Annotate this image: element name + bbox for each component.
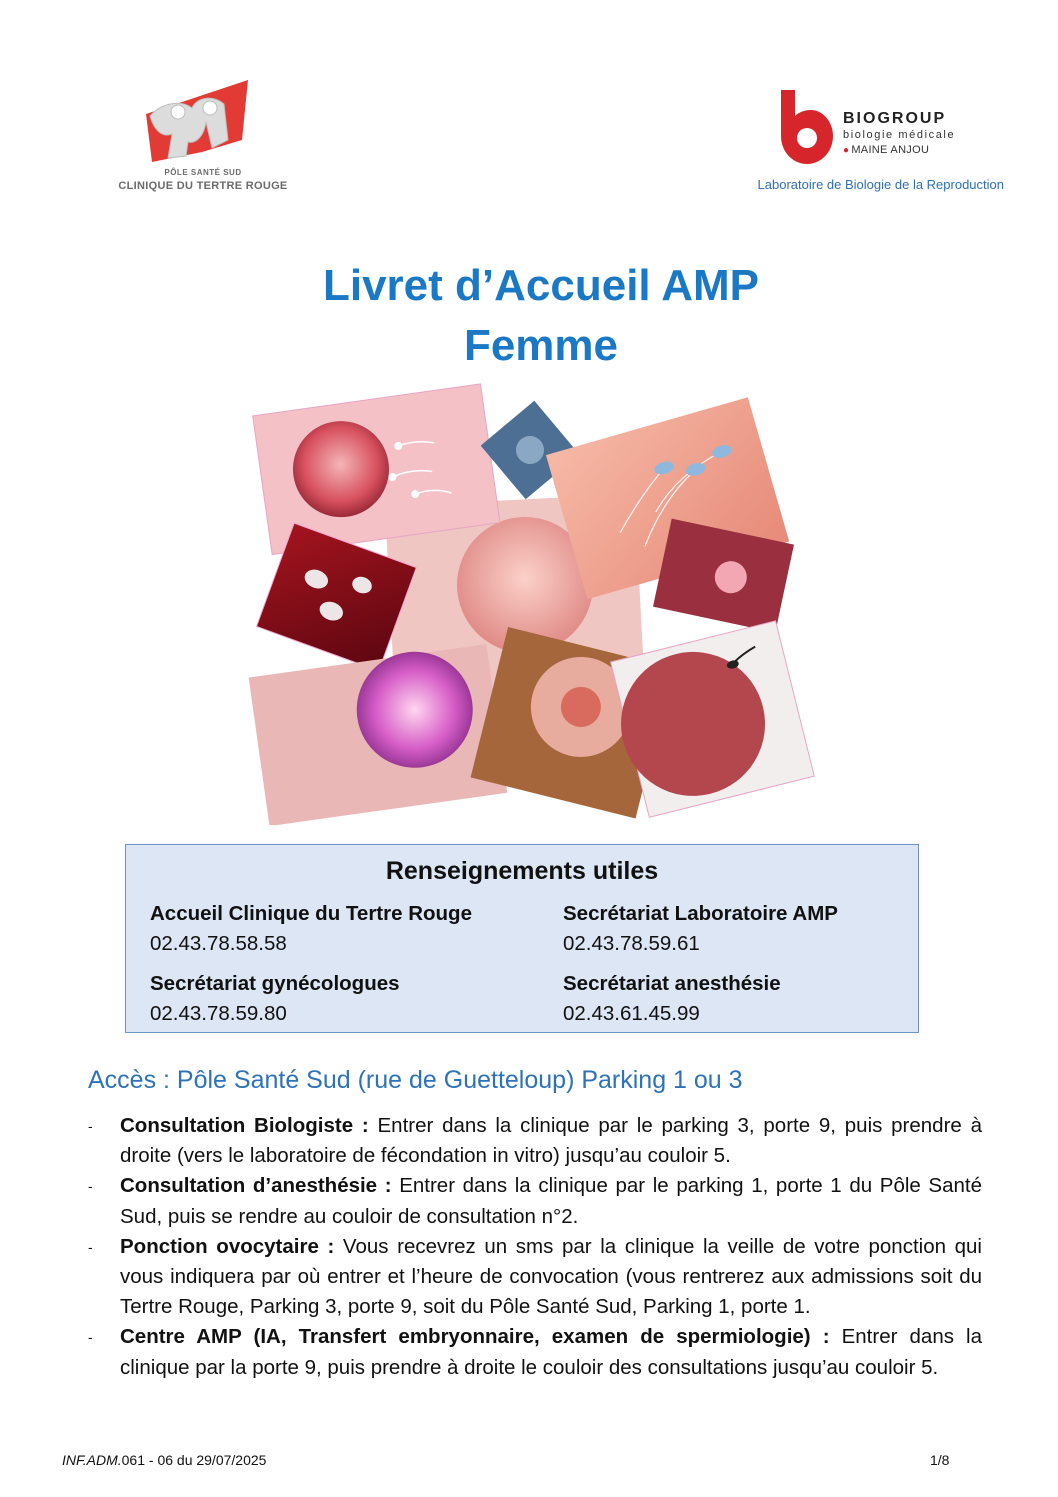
clinique-logo — [118, 78, 288, 196]
reproduction-image-collage — [240, 370, 820, 825]
biogroup-logo — [775, 86, 975, 168]
contact-label: Secrétariat anesthésie — [563, 972, 781, 995]
document-reference — [62, 1452, 266, 1468]
item-text: Entrer dans la clinique par le parking 1, porte 1 du Pôle Santé Sud, puis se rendre au couloir de consultation n°2. — [120, 1174, 983, 1228]
page-subtitle: Femme — [463, 321, 619, 370]
page-number: 1/8 — [930, 1452, 950, 1468]
contact-accueil — [150, 899, 472, 959]
bullet: - — [88, 1178, 93, 1195]
biogroup-name: BIOGROUP — [843, 110, 947, 127]
contact-phone: 02.43.78.59.61 — [563, 932, 700, 955]
useful-info-box — [125, 844, 919, 1033]
biogroup-subtitle: biologie médicale — [843, 129, 956, 141]
location-pin-icon: ● — [843, 145, 850, 156]
contact-label: Secrétariat Laboratoire AMP — [563, 902, 838, 925]
contact-label: Secrétariat gynécologues — [150, 972, 400, 995]
logo-line-1: PÔLE SANTÉ SUD — [164, 168, 242, 177]
reference-rest: 061 - 06 du 29/07/2025 — [121, 1452, 267, 1468]
logo-line-2: CLINIQUE DU TERTRE ROUGE — [118, 180, 288, 192]
item-text: Entrer dans la clinique par le parking 3, porte 9, puis prendre à droite (vers le laboratoire de fécondation in vitro) jusqu’au couloir 5. — [120, 1114, 982, 1168]
list-item — [88, 1171, 982, 1231]
item-text: Entrer dans la clinique par la porte 9, puis prendre à droite le couloir des consultations jusqu’au couloir 5. — [120, 1325, 983, 1379]
lab-subtitle: Laboratoire de Biologie de la Reproduction — [757, 177, 1004, 192]
contact-phone: 02.43.78.58.58 — [150, 932, 287, 955]
bullet: - — [88, 1329, 93, 1346]
info-box-heading: Renseignements utiles — [385, 857, 659, 885]
list-item — [88, 1111, 982, 1171]
bullet: - — [88, 1238, 93, 1255]
access-list — [88, 1111, 982, 1383]
pole-sante-sud-logo-mark — [132, 78, 252, 164]
region-label: MAINE ANJOU — [851, 144, 930, 156]
list-item — [88, 1322, 982, 1382]
item-text: Vous recevrez un sms par la clinique la veille de votre ponction qui vous indiquera par où entrer et l’heure de convocation (vous rentrerez aux admissions soit du Tertre Rouge, Parking 3, porte 9, soit du Pôle Santé Sud, Parking 1, porte 1. — [120, 1234, 982, 1319]
reference-prefix: INF.ADM. — [62, 1452, 122, 1468]
item-title: Centre AMP (IA, Transfert embryonnaire, examen de spermiologie) : — [120, 1325, 830, 1349]
contact-secretariat-gyneco — [150, 969, 400, 1029]
item-title: Ponction ovocytaire : — [120, 1234, 335, 1258]
biogroup-b-icon — [775, 86, 833, 166]
biogroup-region — [843, 144, 929, 156]
bullet: - — [88, 1118, 93, 1134]
contact-secretariat-anesthesie — [563, 969, 781, 1029]
contact-label: Accueil Clinique du Tertre Rouge — [150, 902, 472, 925]
contact-secretariat-labo — [563, 899, 838, 959]
list-item — [88, 1232, 982, 1323]
page-title: Livret d’Accueil AMP — [322, 261, 760, 310]
item-title: Consultation Biologiste : — [120, 1114, 369, 1137]
access-heading: Accès : Pôle Santé Sud (rue de Guetteloup) Parking 1 ou 3 — [88, 1066, 743, 1094]
item-title: Consultation d’anesthésie : — [120, 1174, 392, 1198]
contact-phone: 02.43.61.45.99 — [563, 1002, 700, 1025]
contact-phone: 02.43.78.59.80 — [150, 1002, 287, 1025]
